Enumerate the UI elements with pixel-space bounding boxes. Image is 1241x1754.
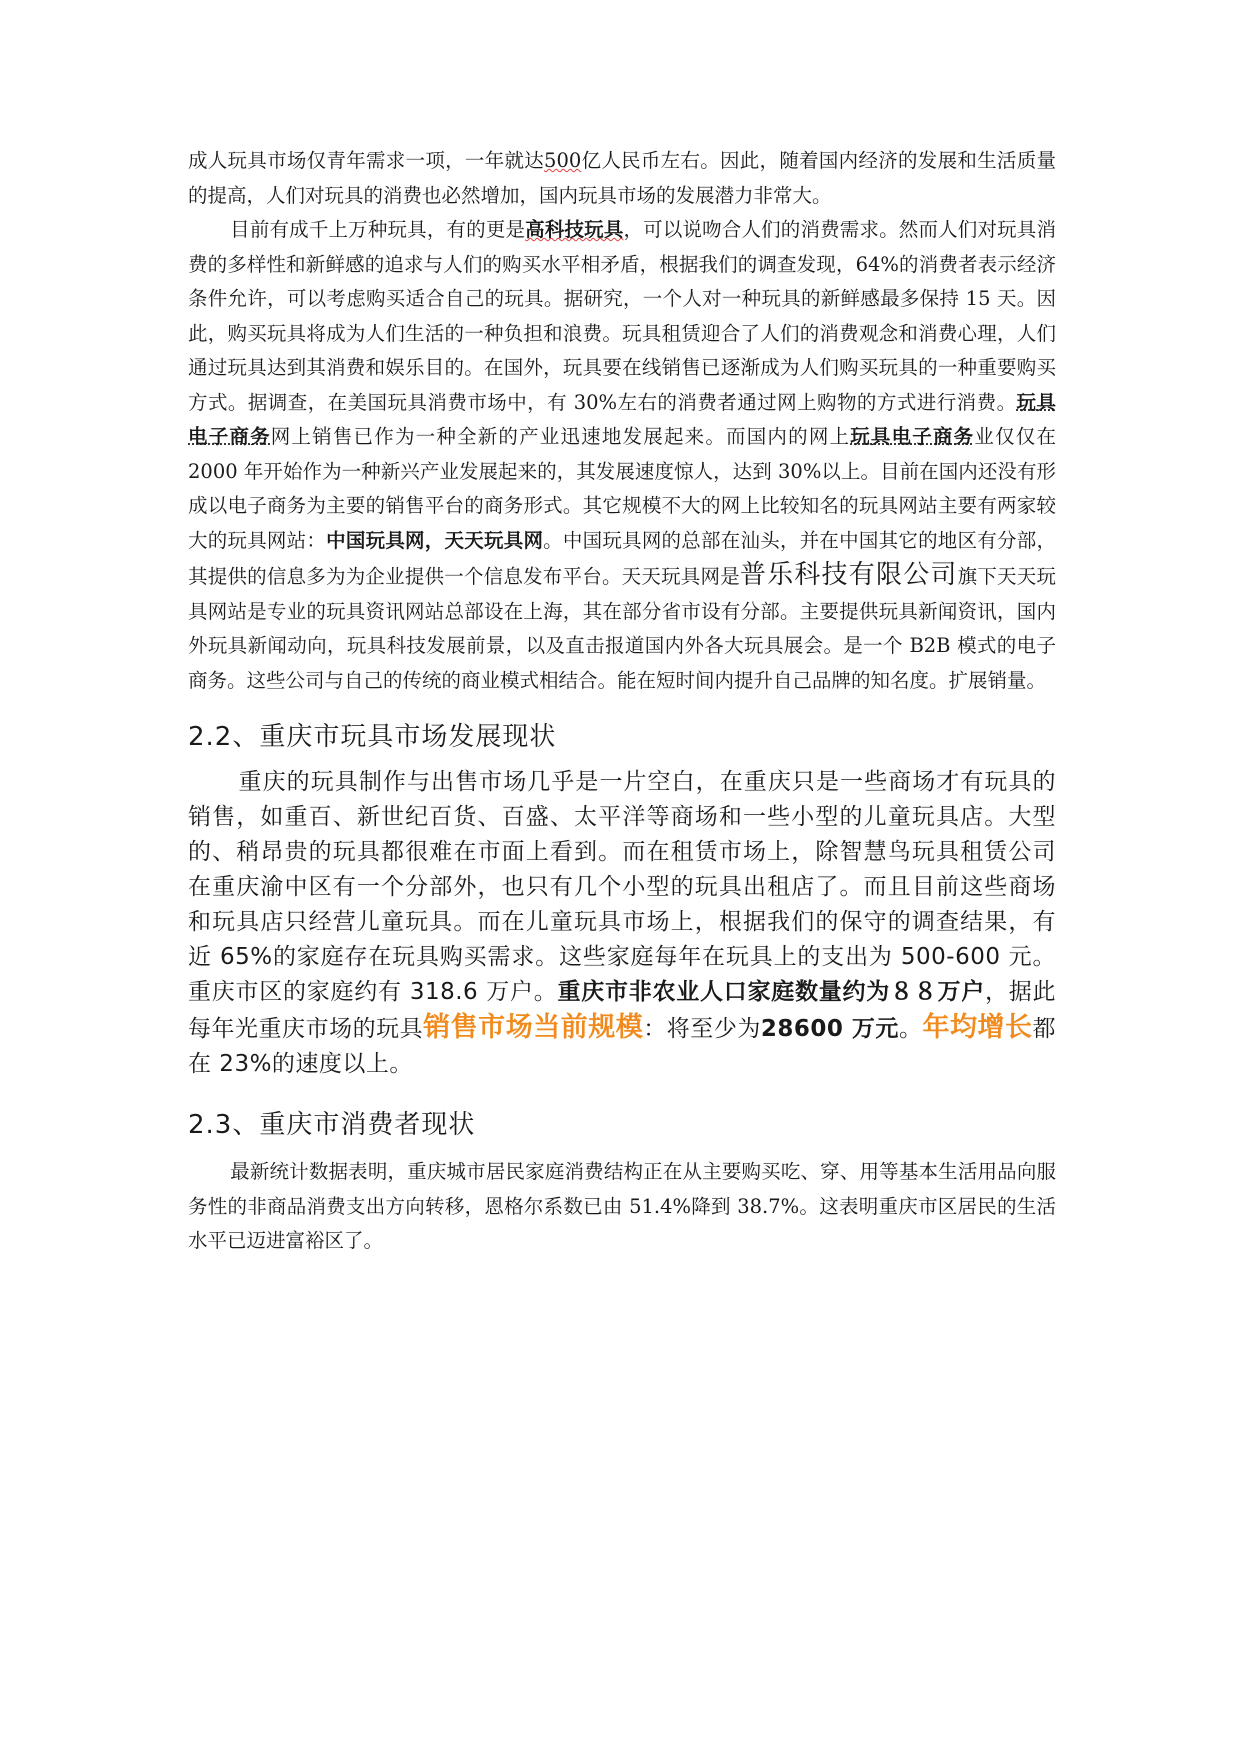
page-content	[188, 144, 1056, 1259]
text-run: 业仅仅在 2000 年开始作为一种新兴产业发展起来的，其发展速度惊人，达到 30%以上。目前在国内还没有形成以电子商务为主要的销售平台的商务形式。其它规模不大的网上比较知名的玩具网站主要有两家较大的玩具网站：	[188, 425, 1056, 552]
heading-2-2: 2.2、重庆市玩具市场发展现状	[188, 722, 557, 752]
highlight-annual-growth: 年均增长	[922, 1012, 1033, 1043]
heading-2-3: 2.3、重庆市消费者现状	[188, 1110, 476, 1140]
text-run: 成人玩具市场仅青年需求一项，一年就达	[188, 149, 545, 172]
text-run: 都在 23%的速度以上。	[188, 1016, 1057, 1077]
bold-market-value: 28600 万元	[760, 1016, 899, 1042]
text-run: 目前有成千上万种玩具，有的更是	[230, 218, 526, 241]
text-run: ，可以说吻合人们的消费需求。然而人们对玩具消费的多样性和新鲜感的追求与人们的购买水平相矛盾，根据我们的调查发现，64%的消费者表示经济条件允许，可以考虑购买适合自己的玩具。据研究，一个人对一种玩具的新鲜感最多保持 15 天。因此，购买玩具将成为人们生活的一种负担和浪费。玩具租赁迎合了人们的消费观念和消费心理，人们通过玩具达到其消费和娱乐目的。在国外，玩具要在线销售已逐渐成为人们购买玩具的一种重要购买方式。据调查，在美国玩具消费市场中，有 30%左右的消费者通过网上购物的方式进行消费。	[188, 218, 1056, 414]
keyword-toy-ecommerce-2[interactable]: 玩具电子商务	[850, 425, 975, 448]
bold-household-count: 重庆市非农业人口家庭数量约为８８万户	[557, 979, 986, 1005]
text-run: ，据此每年光重庆市场的玩具	[188, 979, 1057, 1042]
bold-site-names: 中国玩具网，天天玩具网	[326, 528, 544, 552]
company-name-large: 普乐科技有限公司	[739, 560, 958, 590]
text-run: 亿人民币左右。因此，随着国内经济的发展和生活质量的提高，人们对玩具的消费也必然增加，国内玩具市场的发展潜力非常大。	[188, 149, 1056, 207]
text-run: 。中国玩具网的总部在汕头，并在中国其它的地区有分部，其提供的信息多为为企业提供一个信息发布平台。天天玩具网是	[188, 528, 1056, 588]
keyword-toy-ecommerce[interactable]: 玩具电子商务	[188, 390, 1056, 448]
spacer	[188, 1141, 1056, 1155]
highlight-market-scale: 销售市场当前规模	[423, 1012, 644, 1043]
spacer	[188, 753, 1056, 765]
text-run: 网上销售已作为一种全新的产业迅速地发展起来。而国内的网上	[270, 425, 851, 448]
text-run-number: 500	[544, 149, 582, 172]
text-run: 旗下天天玩具网站是专业的玩具资讯网站总部设在上海，其在部分省市设有分部。主要提供玩具新闻资讯，国内外玩具新闻动向，玩具科技发展前景，以及直击报道国内外各大玩具展会。是一个 B2B 模式的电子商务。这些公司与自己的传统的商业模式相结合。能在短时间内提升自己品牌的知名度。扩展销量。	[188, 565, 1056, 692]
text-run: 最新统计数据表明，重庆城市居民家庭消费结构正在从主要购买吃、穿、用等基本生活用品向服务性的非商品消费支出方向转移，恩格尔系数已由 51.4%降到 38.7%。这表明重庆市区居民的生活水平已迈进富裕区了。	[188, 1160, 1056, 1252]
keyword-high-tech-toys[interactable]: 高科技玩具	[525, 218, 624, 241]
spacer	[188, 1082, 1056, 1104]
text-run: 。	[898, 1016, 923, 1042]
paragraph-market	[188, 213, 1056, 698]
text-run: ：将至少为	[643, 1016, 761, 1042]
spacer	[188, 698, 1056, 716]
paragraph-chongqing-market	[188, 765, 1056, 1082]
text-run: 重庆的玩具制作与出售市场几乎是一片空白，在重庆只是一些商场才有玩具的销售，如重百、新世纪百货、百盛、太平洋等商场和一些小型的儿童玩具店。大型的、稍昂贵的玩具都很难在市面上看到。而在租赁市场上，除智慧鸟玩具租赁公司在重庆渝中区有一个分部外，也只有几个小型的玩具出租店了。而且目前这些商场和玩具店只经营儿童玩具。而在儿童玩具市场上，根据我们的保守的调查结果，有近 65%的家庭存在玩具购买需求。这些家庭每年在玩具上的支出为 500-600 元。重庆市区的家庭约有 318.6 万户。	[188, 769, 1056, 1005]
paragraph-intro	[188, 144, 1056, 213]
paragraph-consumers	[188, 1155, 1056, 1259]
